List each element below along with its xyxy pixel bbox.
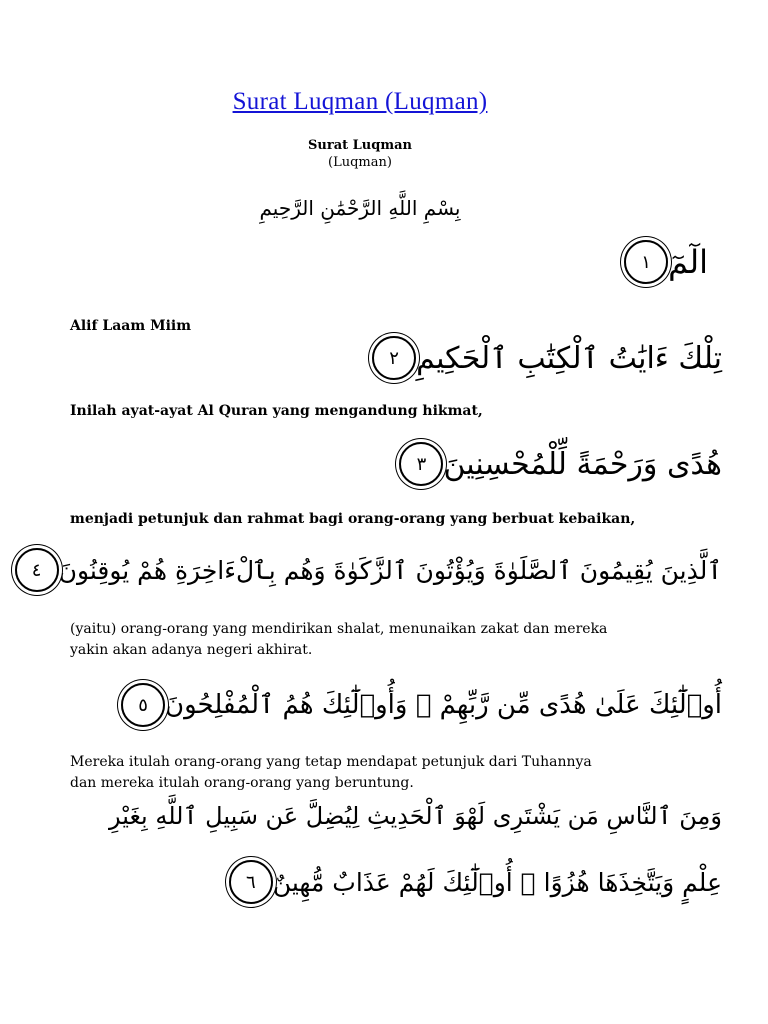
ayah-1-arabic	[610, 240, 708, 284]
ayah-4-text: ٱلَّذِينَ يُقِيمُونَ ٱلصَّلَوٰةَ وَيُؤْتُونَ ٱلزَّكَوٰةَ وَهُم بِٱلْءَاخِرَةِ هُمْ يُوقِنُونَ	[58, 555, 722, 585]
ayah-6-text-line-2: عِلْمٍ وَيَتَّخِذَهَا هُزُوًا ۚ أُو۟لَٰٓئِكَ لَهُمْ عَذَابٌ مُّهِينٌ	[272, 867, 722, 897]
surah-name-latin: (Luqman)	[328, 155, 392, 170]
ayah-2-arabic	[358, 336, 722, 380]
surah-name: Surat Luqman	[308, 138, 412, 153]
ayah-6-number-marker: ٦	[229, 860, 273, 904]
ayah-4-translation-line-2: yakin akan adanya negeri akhirat.	[70, 642, 313, 658]
ayah-5-arabic	[107, 683, 722, 727]
ayah-4-arabic	[1, 548, 722, 592]
page-title[interactable]: Surat Luqman (Luqman)	[232, 88, 488, 115]
ayah-4-number-marker: ٤	[15, 548, 59, 592]
ayah-3-translation: menjadi petunjuk dan rahmat bagi orang-orang yang berbuat kebaikan,	[70, 511, 636, 527]
ayah-2-text: تِلْكَ ءَايَٰتُ ٱلْكِتَٰبِ ٱلْحَكِيمِ	[416, 340, 722, 376]
ayah-3-text: هُدًى وَرَحْمَةً لِّلْمُحْسِنِينَ	[443, 446, 722, 482]
ayah-6-text-line-1: وَمِنَ ٱلنَّاسِ مَن يَشْتَرِى لَهْوَ ٱلْحَدِيثِ لِيُضِلَّ عَن سَبِيلِ ٱللَّهِ بِغَيْرِ	[108, 802, 722, 830]
ayah-5-translation-line-2: dan mereka itulah orang-orang yang beruntung.	[70, 775, 414, 791]
ayah-3-number-marker: ٣	[399, 442, 443, 486]
ayah-5-translation	[70, 752, 660, 794]
ayah-5-number-marker: ٥	[121, 683, 165, 727]
ayah-5-translation-line-1: Mereka itulah orang-orang yang tetap mendapat petunjuk dari Tuhannya	[70, 754, 592, 770]
ayah-1-number-marker: ١	[624, 240, 668, 284]
ayah-2-number-marker: ٢	[372, 336, 416, 380]
ayah-4-translation	[70, 619, 660, 661]
ayah-6-arabic-line-2	[215, 860, 722, 904]
ayah-1-translation: Alif Laam Miim	[70, 318, 192, 334]
ayah-2-translation: Inilah ayat-ayat Al Quran yang mengandung hikmat,	[70, 403, 483, 419]
basmala: بِسْمِ اللَّهِ الرَّحْمَٰنِ الرَّحِيمِ	[259, 196, 461, 220]
ayah-3-arabic	[385, 442, 722, 486]
ayah-6-arabic-line-1	[109, 802, 722, 830]
ayah-5-text: أُو۟لَٰٓئِكَ عَلَىٰ هُدًى مِّن رَّبِّهِمْ ۖ وَأُو۟لَٰٓئِكَ هُمُ ٱلْمُفْلِحُونَ	[165, 690, 722, 720]
ayah-1-text: الٓمٓ	[668, 243, 708, 281]
ayah-4-translation-line-1: (yaitu) orang-orang yang mendirikan shalat, menunaikan zakat dan mereka	[70, 621, 608, 637]
